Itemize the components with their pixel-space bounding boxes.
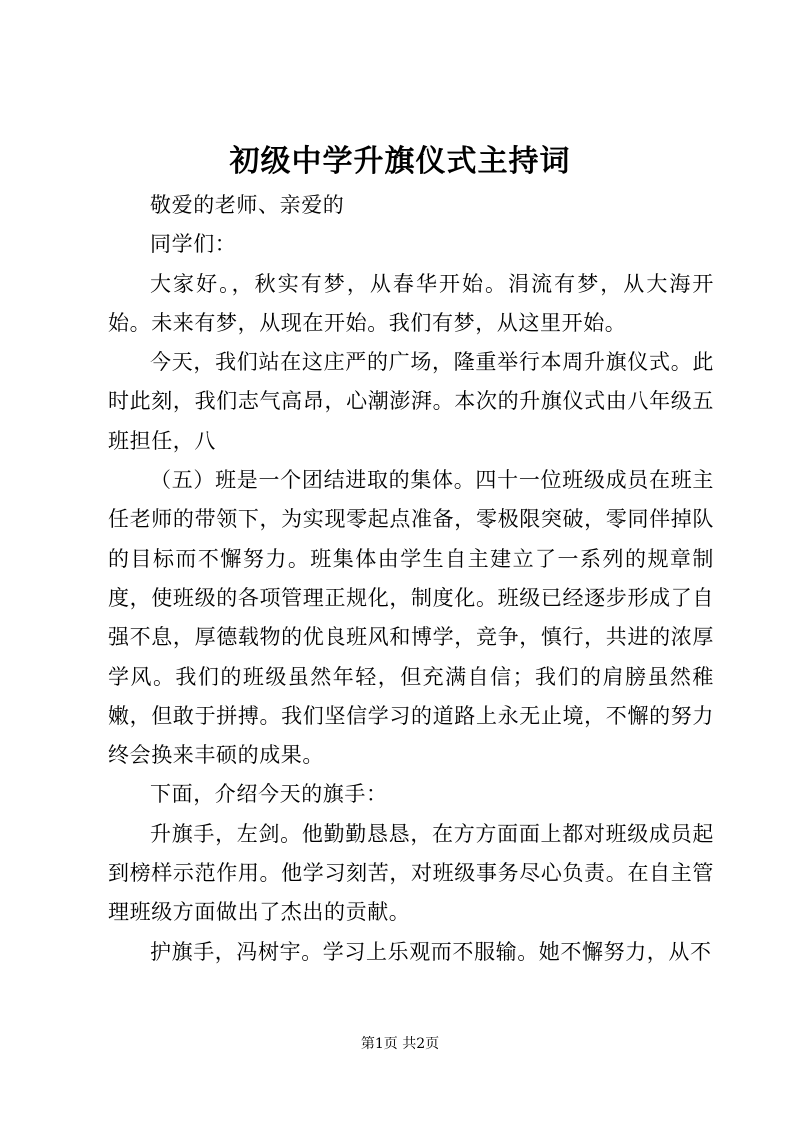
paragraph-flag-guard: 护旗手，冯树宇。学习上乐观而不服输。她不懈努力，从不 <box>150 939 712 964</box>
page-footer: 第1页 共2页 <box>360 1036 440 1052</box>
paragraph-opening: 今天，我们站在这庄严的广场，隆重举行本周升旗仪式。此时此刻，我们志气高昂，心潮澎湃。本次的升旗仪式由八年级五班担任，八 <box>108 350 714 453</box>
document-title: 初级中学升旗仪式主持词 <box>229 144 571 179</box>
paragraph-salutation-continued: 同学们： <box>150 232 237 257</box>
paragraph-salutation: 敬爱的老师、亲爱的 <box>150 193 345 217</box>
paragraph-flag-bearers-intro: 下面，介绍今天的旗手： <box>150 782 388 807</box>
document-body <box>108 186 714 972</box>
paragraph-class-introduction: （五）班是一个团结进取的集体。四十一位班级成员在班主任老师的带领下，为实现零起点准备，零极限突破，零同伴掉队的目标而不懈努力。班集体由学生自主建立了一系列的规章制度，使班级的各项管理正规化，制度化。班级已经逐步形成了自强不息，厚德载物的优良班风和博学，竞争，慎行，共进的浓厚学风。我们的班级虽然年轻，但充满自信；我们的肩膀虽然稚嫩，但敢于拼搏。我们坚信学习的道路上永无止境，不懈的努力终会换来丰硕的成果。 <box>108 468 714 768</box>
paragraph-flag-raiser: 升旗手，左剑。他勤勤恳恳，在方方面面上都对班级成员起到榜样示范作用。他学习刻苦，对班级事务尽心负责。在自主管理班级方面做出了杰出的贡献。 <box>108 821 714 925</box>
paragraph-greeting: 大家好。，秋实有梦，从春华开始。涓流有梦，从大海开始。未来有梦，从现在开始。我们有梦，从这里开始。 <box>108 271 714 335</box>
